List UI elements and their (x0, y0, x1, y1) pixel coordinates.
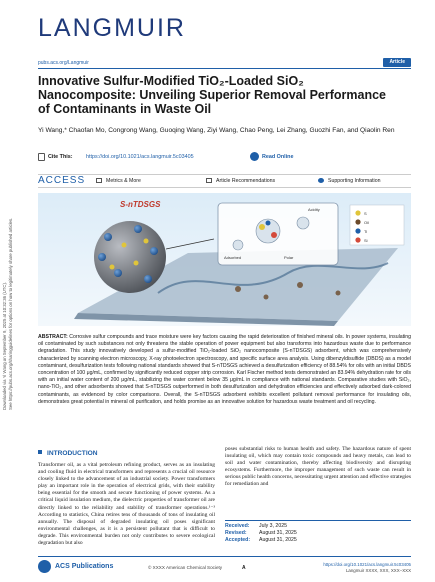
publisher-name: ACS Publications (55, 563, 114, 570)
footer-right (323, 562, 411, 574)
journal-reference: Langmuir XXXX, XXX, XXX−XXX (345, 568, 411, 573)
metrics-label: Metrics & More (106, 178, 141, 184)
metrics-button[interactable] (96, 178, 141, 184)
cite-label: Cite This: (48, 154, 73, 160)
journal-name: LANGMUIR (38, 14, 186, 42)
legend-s: S (364, 211, 367, 216)
footer-divider (38, 556, 411, 557)
article-title: Innovative Sulfur-Modified TiO₂-Loaded SiO₂ Nanocomposite: Unveiling Superior Removal Performance of Contaminants in Waste Oil (38, 74, 386, 116)
acidity-label: Acidity (308, 207, 320, 212)
cite-row (38, 151, 398, 163)
toc-sntdsgs-label: S-nTDSGS (120, 200, 161, 209)
copyright-text: © XXXX American Chemical Society (148, 565, 223, 570)
abstract-text: Corrosive sulfur compounds and trace moisture were key factors causing the rapid deterioration of finished mineral oils. In power systems, insulating oil contaminated by such substances not only threatens the stable operation of power equipment but also transforms into hazardous waste due to performance degradation. This study innovatively developed a sulfur-modified TiO₂-loaded SiO₂ nanocomposite (S-nTDSGS) adsorbent, which was comprehensively characterized by scanning electron microscopy, X-ray photoelectron spectroscopy, and specific surface area analysis. Using dibenzyldisulfide (DBDS) as a model contaminant, desulfurization tests following national standards showed that S-nTDSGS achieved a desulfurization efficiency of 88.54% for oils with an initial DBDS concentration of 100 μg/mL, confirmed by significantly reduced copper strip corrosion. Karl Fischer method tests demonstrated an 83.94% dehydration rate for oils with an initial water content of 200 μg/mL, stabilizing the water content below 35 μg/mL in compliance with national standards. Comparative studies with SiO₂, nano-TiO₂, and other adsorbents showed that S-nTDSGS outperformed in both desulfurization and dehydration efficiencies and effectively adsorbed dark-colored contaminants, as evidenced by color comparisons. Overall, the S-nTDSGS adsorbent exhibits excellent pollutant removal performance for insulating oils, demonstrates great potential in mineral oil purification, and holds promise as an innovative solution for hazardous waste treatment and oil recycling. (38, 334, 411, 405)
adsorbed-label: Adsorbed (224, 255, 242, 260)
intro-left-column: Transformer oil, as a vital petroleum refining product, serves as an insulating and cooling fluid in electrical transformers and represents a crucial oil resource closely linked to the advancement of an industrial society. Power transformers play an important role in the operation of electrical grids, with their stability being essential for the smooth and secure functioning of power systems. As a critical liquid insulation medium, the dielectric properties of transformer oil are directly linked to the reliability and stability of transformer operations.¹⁻³ According to statistics, China retires tens of thousands of tons of insulating oil annually. The disposal of degraded insulating oil poses significant environmental challenges, as it is a persistent pollutant that is difficult to degrade. This environmental burden not only contributes to severe ecological degradation but also (38, 462, 215, 547)
introduction-label: INTRODUCTION (47, 450, 98, 457)
legend-ti: Ti (364, 229, 368, 234)
abstract-label: ABSTRACT: (38, 334, 68, 340)
side-note-line1: Downloaded via Yi Wang on September 9, 2025 at 10:32:36 (UTC). (2, 281, 7, 410)
introduction-heading (38, 450, 98, 457)
side-note-line2: See https://pubs.acs.org/sharingguidelines for options on how to legitimately share published articles. (8, 217, 13, 410)
supporting-info-button[interactable] (318, 178, 380, 184)
read-online-link[interactable]: Read Online (262, 154, 294, 160)
read-online-icon[interactable] (250, 152, 259, 161)
article-type-badge: Article (383, 58, 411, 67)
supporting-label: Supporting Information (328, 178, 381, 184)
legend-si: Si (364, 238, 368, 243)
revised-date: August 31, 2025 (259, 530, 297, 537)
abstract (38, 334, 411, 406)
bar-chart-icon (96, 178, 102, 183)
article-icon (206, 178, 212, 183)
revised-label: Revised: (225, 530, 247, 537)
recommendations-label: Article Recommendations (216, 178, 276, 184)
accepted-label: Accepted: (225, 537, 251, 544)
page-number: A (242, 565, 246, 571)
legend-group (350, 205, 404, 245)
access-label: ACCESS (38, 175, 86, 186)
acs-logo-icon (38, 560, 51, 573)
received-date: July 3, 2025 (259, 523, 287, 529)
footer-doi-link[interactable]: https://doi.org/10.1021/acs.langmuir.5c03405 (323, 562, 411, 567)
plus-circle-icon (318, 178, 324, 183)
toc-graphic (38, 193, 411, 326)
dates-block (225, 520, 411, 545)
received-label: Received: (225, 523, 250, 529)
section-bullet-icon (38, 450, 42, 454)
doi-link[interactable]: https://doi.org/10.1021/acs.langmuir.5c03405 (86, 154, 194, 160)
legend-oil: Oil (364, 220, 369, 225)
intro-right-column: poses substantial risks to human health and safety. The hazardous nature of spent insulating oil, which may contain toxic compounds and heavy metals, can lead to soil and water contamination, thereby affecting biodiversity and disrupting ecosystems. Furthermore, the improper management of such waste can result in serious public health concerns, necessitating urgent attention and effective strategies for remediation and (225, 446, 411, 488)
access-bar (38, 174, 411, 188)
toc-illustration (38, 193, 411, 326)
author-list: Yi Wang,* Chaofan Mo, Congrong Wang, Guoqing Wang, Ziyi Wang, Chao Peng, Lei Zhang, Guozhi Fan, and Qiaolin Ren (38, 127, 395, 134)
recommendations-button[interactable] (206, 178, 275, 184)
header-divider (38, 68, 411, 69)
document-icon (38, 153, 45, 161)
polar-label: Polar (284, 255, 294, 260)
journal-url-link[interactable]: pubs.acs.org/Langmuir (38, 60, 89, 66)
download-side-note (2, 150, 18, 410)
accepted-date: August 31, 2025 (259, 537, 297, 544)
